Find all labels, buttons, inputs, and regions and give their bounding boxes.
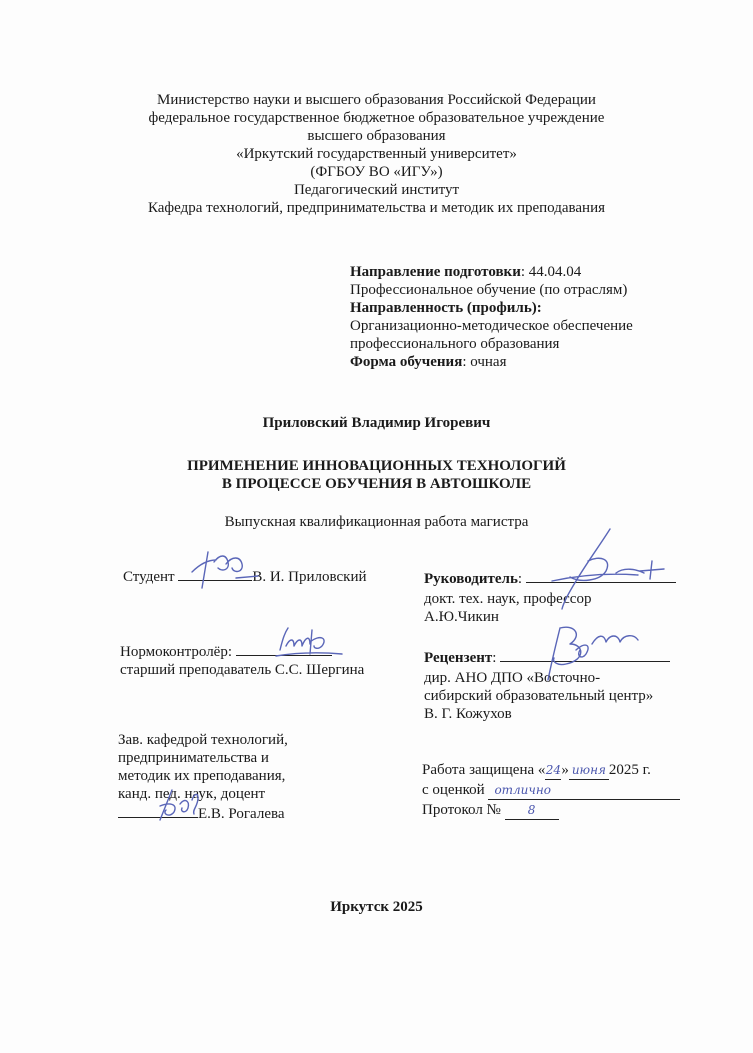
- protocol-line: [422, 801, 559, 820]
- direction-value: : 44.04.04: [520, 264, 582, 280]
- supervisor-label: Руководитель: [424, 571, 518, 587]
- defense-day: 24: [545, 761, 561, 780]
- grade-line: [422, 781, 680, 800]
- normcontrol-label: Нормоконтролёр:: [120, 644, 233, 660]
- student-name: В. И. Приловский: [252, 569, 367, 585]
- defense-prefix: Работа защищена «: [422, 762, 546, 778]
- university-name: «Иркутский государственный университет»: [236, 146, 517, 162]
- protocol-label: Протокол №: [422, 802, 501, 818]
- student-label: Студент: [123, 569, 175, 585]
- normcontrol-position: старший преподаватель С.С. Шергина: [120, 662, 365, 678]
- head-line2: предпринимательства и: [118, 750, 269, 766]
- head-signature: [150, 784, 210, 824]
- supervisor-colon: :: [517, 571, 523, 587]
- institute-name: Педагогический институт: [293, 182, 460, 198]
- reviewer-line2: сибирский образовательный центр»: [424, 688, 654, 704]
- work-type: Выпускная квалификационная работа магистра: [224, 514, 529, 530]
- city-year: Иркутск 2025: [330, 899, 423, 915]
- grade-label: с оценкой: [422, 782, 485, 798]
- defense-month: июня: [569, 761, 609, 780]
- defense-line: [422, 761, 651, 780]
- form-line: [350, 353, 506, 371]
- department-name: Кафедра технологий, предпринимательства и методик их преподавания: [147, 200, 606, 216]
- profile-line: [350, 299, 542, 317]
- profile-colon: :: [536, 300, 542, 316]
- form-label: Форма обучения: [350, 354, 463, 370]
- profile-line1: Организационно-методическое обеспечение: [350, 318, 633, 334]
- direction-label: Направление подготовки: [350, 264, 521, 280]
- protocol-number: 8: [505, 801, 559, 820]
- reviewer-colon: :: [492, 650, 497, 666]
- defense-mid: »: [561, 762, 569, 778]
- reviewer-name: В. Г. Кожухов: [424, 706, 512, 722]
- reviewer-label: Рецензент: [424, 650, 493, 666]
- thesis-title-line2: В ПРОЦЕССЕ ОБУЧЕНИЯ В АВТОШКОЛЕ: [221, 476, 532, 492]
- university-abbr: (ФГБОУ ВО «ИГУ»): [310, 164, 443, 180]
- defense-year: 2025 г.: [608, 762, 651, 778]
- ministry-line: Министерство науки и высшего образования Российской Федерации: [157, 92, 596, 108]
- form-value: : очная: [462, 354, 507, 370]
- direction-line: [350, 263, 581, 281]
- supervisor-signature: [540, 525, 680, 615]
- reviewer-signature: [530, 620, 650, 690]
- head-line4: канд. пед. наук, доцент: [118, 786, 266, 802]
- supervisor-name: А.Ю.Чикин: [424, 609, 499, 625]
- head-line3: методик их преподавания,: [118, 768, 286, 784]
- profile-line2: профессионального образования: [350, 336, 560, 352]
- head-line1: Зав. кафедрой технологий,: [118, 732, 288, 748]
- profile-label: Направленность (профиль): [350, 300, 537, 316]
- student-signature: [186, 542, 266, 592]
- author-name: Приловский Владимир Игоревич: [262, 415, 491, 431]
- grade-value: отлично: [488, 781, 680, 800]
- normcontrol-signature: [270, 620, 350, 662]
- thesis-title-line1: ПРИМЕНЕНИЕ ИННОВАЦИОННЫХ ТЕХНОЛОГИЙ: [187, 458, 566, 474]
- reviewer-line1: дир. АНО ДПО «Восточно-: [424, 670, 601, 686]
- education-level-line: высшего образования: [307, 128, 446, 144]
- head-name: Е.В. Рогалева: [198, 806, 285, 822]
- direction-name: Профессиональное обучение (по отраслям): [350, 282, 628, 298]
- supervisor-degree: докт. тех. наук, профессор: [424, 591, 592, 607]
- institution-type-line: федеральное государственное бюджетное образовательное учреждение: [148, 110, 605, 126]
